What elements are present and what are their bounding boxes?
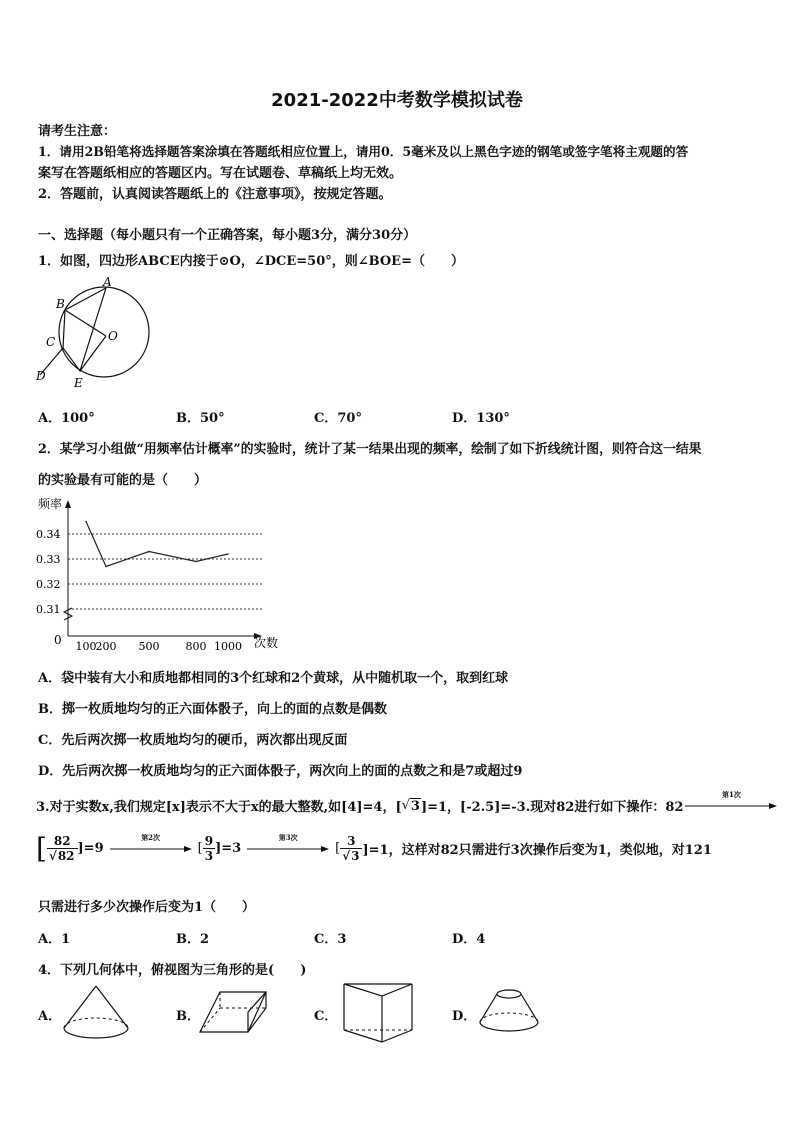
q4-option-d[interactable]: D． <box>452 1009 477 1024</box>
y-tick-label-2: 0.32 <box>36 578 61 591</box>
y-axis-label: 频率 <box>38 497 63 511</box>
question-2-stem-line-1: 2．某学习小组做“用频率估计概率”的实验时，统计了某一结果出现的频率，绘制了如下折线统计图，则符合这一结果 <box>38 442 702 457</box>
question-3-line-2 <box>36 832 712 865</box>
label-d: D <box>36 369 46 383</box>
q3-line1-sqrt: 3 <box>410 798 420 814</box>
q3-line1-rest: ]=1，[-2.5]=-3.现对82进行如下操作：82 <box>420 800 684 815</box>
fraction-3-numerator: 3 <box>340 834 362 849</box>
y-tick-label-0: 0.34 <box>36 528 61 541</box>
question-3-line-1 <box>36 789 777 815</box>
x-tick-label-3: 800 <box>185 640 207 653</box>
fraction-1-denominator: √82 <box>48 849 75 863</box>
section-heading: 一、选择题（每小题只有一个正确答案，每小题3分，满分30分） <box>38 228 417 243</box>
q3-eq-2: ]=3 <box>215 841 242 856</box>
q3-option-c[interactable]: C．3 <box>314 932 347 947</box>
chart-grid <box>68 534 264 609</box>
fraction-2 <box>203 834 215 863</box>
question-4-stem: 4．下列几何体中，俯视图为三角形的是( ) <box>38 963 307 978</box>
q1-option-c[interactable]: C．70° <box>314 411 362 426</box>
question-3-line-3: 只需进行多少次操作后变为1（ ） <box>38 900 256 915</box>
q3-option-a[interactable]: A．1 <box>38 932 71 947</box>
arrow-1-label: 第1次 <box>721 789 741 799</box>
data-point-1 <box>105 566 107 568</box>
circle-quadrilateral-figure <box>30 272 160 392</box>
q2-option-d[interactable]: D．先后两次掷一枚质地均匀的正六面体骰子，两次向上的面的点数之和是7或超过9 <box>38 764 523 779</box>
data-point-2 <box>148 551 150 553</box>
bracket-open-3: [ <box>335 841 341 856</box>
q2-option-a[interactable]: A．袋中装有大小和质地都相同的3个红球和2个黄球，从中随机取一个，取到红球 <box>38 671 509 686</box>
x-tick-label-2: 500 <box>138 640 160 653</box>
q3-option-b[interactable]: B．2 <box>176 932 210 947</box>
operation-arrow-3 <box>247 832 329 853</box>
frustum-solid <box>476 988 542 1034</box>
x-tick-label-1: 200 <box>95 640 117 653</box>
fraction-2-denominator: 3 <box>204 849 214 863</box>
q3-line1-text: 3.对于实数x,我们规定[x]表示不大于x的最大整数,如[4]=4，[ <box>36 800 402 815</box>
q3-option-d[interactable]: D．4 <box>452 932 486 947</box>
origin-label: 0 <box>54 633 62 647</box>
x-axis-label: 次数 <box>254 636 279 650</box>
axis-break-mark <box>64 608 72 620</box>
notice-item-1-line-2: 案写在答题纸相应的答题区内。写在试题卷、草稿纸上均无效。 <box>38 166 403 181</box>
y-tick-labels <box>36 528 61 616</box>
notice-item-1-line-1: 1．请用2B铅笔将选择题答案涂填在答题纸相应位置上，请用0．5毫米及以上黑色字迹的钢笔或签字笔将主观题的答 <box>38 144 689 159</box>
label-c: C <box>46 335 56 349</box>
frequency-series-line <box>86 522 228 567</box>
y-axis-arrow <box>65 500 71 508</box>
question-2-stem-line-2: 的实验最有可能的是（ ） <box>38 473 208 488</box>
fraction-3-denominator: √3 <box>342 849 360 863</box>
q4-option-b[interactable]: B． <box>176 1009 200 1024</box>
fraction-1 <box>47 834 78 863</box>
x-tick-labels <box>76 640 243 653</box>
cone-solid <box>60 982 132 1044</box>
q3-eq-1: ]=9 <box>77 841 104 856</box>
q3-eq-3: ]=1，这样对82只需进行3次操作后变为1，类似地，对121 <box>362 843 712 858</box>
q1-option-b[interactable]: B．50° <box>176 411 225 426</box>
q1-option-a[interactable]: A．100° <box>38 411 95 426</box>
q4-option-c[interactable]: C． <box>314 1009 338 1024</box>
operation-arrow-1 <box>685 789 777 810</box>
label-a: A <box>103 275 112 289</box>
q2-option-c[interactable]: C．先后两次掷一枚质地均匀的硬币，两次都出现反面 <box>38 733 348 748</box>
y-tick-label-1: 0.33 <box>36 553 61 566</box>
segment-bo <box>65 310 106 336</box>
page-title: 2021-2022中考数学模拟试卷 <box>271 90 523 111</box>
q1-option-d[interactable]: D．130° <box>452 411 510 426</box>
circle-o <box>59 287 149 377</box>
bracket-open-2: [ <box>197 841 203 856</box>
triangular-prism-standing <box>338 980 418 1044</box>
x-tick-label-0: 100 <box>75 640 97 653</box>
fraction-2-numerator: 9 <box>204 834 214 848</box>
notice-item-2: 2．答题前，认真阅读答题纸上的《注意事项》，按规定答题。 <box>38 187 392 202</box>
arrow-2-label: 第2次 <box>141 832 161 842</box>
quadrilateral-abce <box>63 288 106 371</box>
label-e: E <box>74 376 83 390</box>
data-point-3 <box>195 561 197 563</box>
arrow-3-label: 第3次 <box>278 832 298 842</box>
bracket-open: [ <box>36 832 47 865</box>
segment-oe <box>80 336 106 371</box>
frequency-line-chart <box>34 492 294 654</box>
q2-option-b[interactable]: B．掷一枚质地均匀的正六面体骰子，向上的面的点数是偶数 <box>38 702 387 717</box>
x-tick-label-4: 1000 <box>214 640 242 653</box>
fraction-1-numerator: 82 <box>47 834 78 849</box>
question-1-stem: 1．如图，四边形ABCE内接于⊙O，∠DCE=50°，则∠BOE=（ ） <box>38 254 464 269</box>
notice-heading: 请考生注意： <box>38 124 117 139</box>
operation-arrow-2 <box>110 832 192 853</box>
label-b: B <box>56 297 65 311</box>
data-point-4 <box>227 553 229 555</box>
fraction-3 <box>340 834 362 863</box>
triangular-prism-lying <box>196 988 270 1036</box>
y-tick-label-3: 0.31 <box>36 603 61 616</box>
data-point-0 <box>85 521 87 523</box>
q4-option-a[interactable]: A． <box>38 1009 62 1024</box>
sqrt-sign: √ <box>401 798 410 813</box>
label-o: O <box>108 329 118 343</box>
